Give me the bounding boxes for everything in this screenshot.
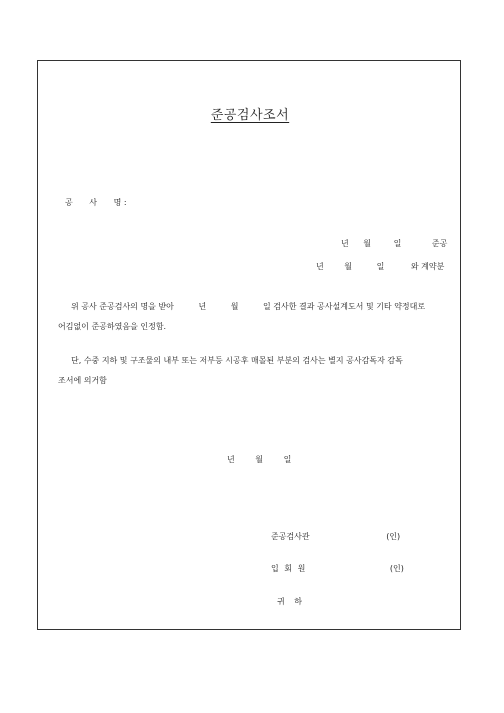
completion-date-line: 년 월 일 준공 <box>341 239 448 248</box>
inspector-label: 준공검사관 <box>271 532 310 541</box>
project-name-label: 공 사 명 : <box>65 198 127 207</box>
inspector-signature-line <box>271 531 400 542</box>
witness-label: 입 회 원 <box>271 564 306 573</box>
addressee-line: 귀 하 <box>277 597 303 606</box>
document-frame <box>37 60 461 630</box>
inspector-seal: (인) <box>386 532 401 541</box>
inspection-paragraph-line-2: 어김없이 준공하였음을 인정함. <box>58 322 167 331</box>
exception-paragraph <box>58 355 448 386</box>
document-title: 준공검사조서 <box>210 108 290 123</box>
inspection-paragraph-line-1: 위 공사 준공검사의 명을 받아 년 월 일 검사한 결과 공사설계도서 및 기타 약정대로 <box>71 302 426 311</box>
witness-seal: (인) <box>389 564 404 573</box>
document-date-line: 년 월 일 <box>227 455 292 464</box>
exception-paragraph-line-2: 조서에 의거함 <box>58 376 107 385</box>
inspection-paragraph <box>58 301 448 332</box>
witness-signature-line <box>271 563 404 574</box>
contract-date-line: 년 월 일 와 계약분 <box>316 262 445 271</box>
exception-paragraph-line-1: 단, 수중 지하 및 구조물의 내부 또는 저부등 시공후 매몰된 부분의 검사는 별지 공사감독자 감독 <box>71 356 403 365</box>
